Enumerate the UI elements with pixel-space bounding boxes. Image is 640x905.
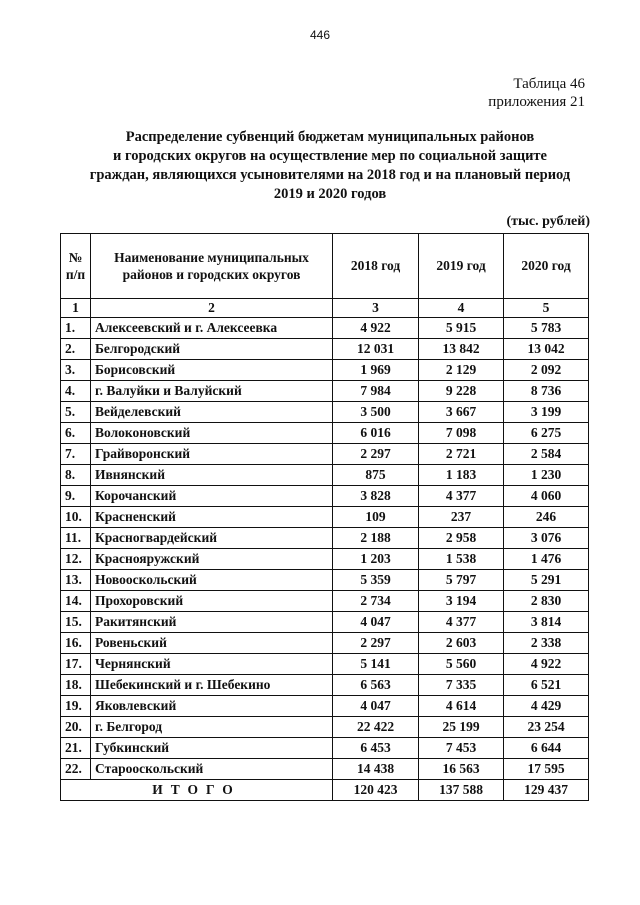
district-name: Алексеевский и г. Алексеевка	[91, 318, 333, 339]
value-2019: 1 183	[419, 465, 504, 486]
row-number: 15.	[61, 612, 91, 633]
value-2020: 3 814	[504, 612, 589, 633]
value-2019: 2 129	[419, 360, 504, 381]
district-name: Корочанский	[91, 486, 333, 507]
value-2019: 7 335	[419, 675, 504, 696]
table-row	[61, 486, 589, 507]
value-2018: 109	[333, 507, 419, 528]
header-num: № п/п	[61, 234, 91, 299]
row-number: 3.	[61, 360, 91, 381]
page-number: 446	[309, 28, 331, 42]
district-name: Белгородский	[91, 339, 333, 360]
column-number: 3	[333, 299, 419, 318]
district-name: г. Валуйки и Валуйский	[91, 381, 333, 402]
table-row	[61, 444, 589, 465]
table-body	[61, 318, 589, 780]
table-row	[61, 759, 589, 780]
value-2020: 17 595	[504, 759, 589, 780]
table-row	[61, 633, 589, 654]
value-2019: 4 377	[419, 486, 504, 507]
column-number: 2	[91, 299, 333, 318]
table-row	[61, 360, 589, 381]
value-2020: 23 254	[504, 717, 589, 738]
district-name: Ракитянский	[91, 612, 333, 633]
subsidy-table	[60, 233, 589, 801]
row-number: 12.	[61, 549, 91, 570]
row-number: 13.	[61, 570, 91, 591]
value-2019: 5 560	[419, 654, 504, 675]
value-2020: 3 199	[504, 402, 589, 423]
column-number: 4	[419, 299, 504, 318]
value-2020: 8 736	[504, 381, 589, 402]
district-name: Борисовский	[91, 360, 333, 381]
value-2018: 3 500	[333, 402, 419, 423]
row-number: 1.	[61, 318, 91, 339]
value-2020: 6 275	[504, 423, 589, 444]
value-2020: 13 042	[504, 339, 589, 360]
value-2020: 6 521	[504, 675, 589, 696]
district-name: Новооскольский	[91, 570, 333, 591]
table-row	[61, 402, 589, 423]
district-name: Красногвардейский	[91, 528, 333, 549]
table-row	[61, 318, 589, 339]
value-2019: 2 958	[419, 528, 504, 549]
value-2018: 2 734	[333, 591, 419, 612]
value-2020: 2 584	[504, 444, 589, 465]
units-label: (тыс. рублей)	[506, 214, 590, 229]
district-name: Вейделевский	[91, 402, 333, 423]
value-2020: 2 830	[504, 591, 589, 612]
row-number: 4.	[61, 381, 91, 402]
value-2018: 6 016	[333, 423, 419, 444]
table-row	[61, 654, 589, 675]
value-2020: 2 092	[504, 360, 589, 381]
value-2020: 6 644	[504, 738, 589, 759]
total-label: ИТОГО	[61, 780, 333, 801]
table-row	[61, 675, 589, 696]
table-row	[61, 591, 589, 612]
value-2019: 16 563	[419, 759, 504, 780]
title-line-1: Распределение субвенций бюджетам муниципальных районов	[125, 129, 535, 145]
district-name: Ровеньский	[91, 633, 333, 654]
total-2020: 129 437	[504, 780, 589, 801]
value-2018: 14 438	[333, 759, 419, 780]
row-number: 8.	[61, 465, 91, 486]
value-2020: 1 476	[504, 549, 589, 570]
value-2018: 1 203	[333, 549, 419, 570]
table-row	[61, 381, 589, 402]
table-header-row	[61, 234, 589, 299]
value-2020: 2 338	[504, 633, 589, 654]
value-2020: 4 060	[504, 486, 589, 507]
district-name: Ивнянский	[91, 465, 333, 486]
table-row	[61, 570, 589, 591]
value-2019: 5 915	[419, 318, 504, 339]
value-2018: 7 984	[333, 381, 419, 402]
value-2020: 3 076	[504, 528, 589, 549]
document-title	[80, 128, 580, 204]
district-name: Губкинский	[91, 738, 333, 759]
value-2018: 5 141	[333, 654, 419, 675]
total-2018: 120 423	[333, 780, 419, 801]
value-2018: 3 828	[333, 486, 419, 507]
table-row	[61, 696, 589, 717]
column-number: 5	[504, 299, 589, 318]
district-name: Старооскольский	[91, 759, 333, 780]
district-name: г. Белгород	[91, 717, 333, 738]
value-2019: 7 453	[419, 738, 504, 759]
row-number: 20.	[61, 717, 91, 738]
header-2020: 2020 год	[504, 234, 589, 299]
row-number: 16.	[61, 633, 91, 654]
value-2018: 875	[333, 465, 419, 486]
value-2019: 5 797	[419, 570, 504, 591]
row-number: 9.	[61, 486, 91, 507]
value-2020: 5 291	[504, 570, 589, 591]
value-2019: 1 538	[419, 549, 504, 570]
table-row	[61, 738, 589, 759]
district-name: Шебекинский и г. Шебекино	[91, 675, 333, 696]
table-row	[61, 507, 589, 528]
value-2018: 5 359	[333, 570, 419, 591]
value-2019: 4 614	[419, 696, 504, 717]
row-number: 22.	[61, 759, 91, 780]
value-2019: 3 194	[419, 591, 504, 612]
table-reference	[488, 75, 585, 111]
value-2019: 7 098	[419, 423, 504, 444]
value-2020: 246	[504, 507, 589, 528]
value-2019: 9 228	[419, 381, 504, 402]
value-2018: 2 297	[333, 444, 419, 465]
value-2019: 237	[419, 507, 504, 528]
total-2019: 137 588	[419, 780, 504, 801]
district-name: Прохоровский	[91, 591, 333, 612]
row-number: 19.	[61, 696, 91, 717]
header-2019: 2019 год	[419, 234, 504, 299]
value-2020: 5 783	[504, 318, 589, 339]
value-2020: 4 429	[504, 696, 589, 717]
row-number: 5.	[61, 402, 91, 423]
value-2018: 1 969	[333, 360, 419, 381]
row-number: 6.	[61, 423, 91, 444]
title-line-4: 2019 и 2020 годов	[273, 186, 387, 202]
value-2020: 4 922	[504, 654, 589, 675]
table-row	[61, 339, 589, 360]
value-2018: 2 297	[333, 633, 419, 654]
table-row	[61, 528, 589, 549]
title-line-3: граждан, являющихся усыновителями на 2018 год и на плановый период	[89, 167, 571, 183]
value-2018: 12 031	[333, 339, 419, 360]
table-row	[61, 717, 589, 738]
value-2018: 22 422	[333, 717, 419, 738]
district-name: Грайворонский	[91, 444, 333, 465]
row-number: 21.	[61, 738, 91, 759]
total-row	[61, 780, 589, 801]
table-reference-line1: Таблица 46	[513, 76, 585, 92]
header-name: Наименование муниципальных районов и городских округов	[91, 234, 333, 299]
district-name: Чернянский	[91, 654, 333, 675]
value-2019: 3 667	[419, 402, 504, 423]
title-line-2: и городских округов на осуществление мер по социальной защите	[113, 148, 547, 164]
district-name: Яковлевский	[91, 696, 333, 717]
value-2019: 4 377	[419, 612, 504, 633]
row-number: 2.	[61, 339, 91, 360]
header-2018: 2018 год	[333, 234, 419, 299]
table-row	[61, 465, 589, 486]
value-2019: 13 842	[419, 339, 504, 360]
table-reference-line2: приложения 21	[488, 94, 585, 110]
district-name: Красненский	[91, 507, 333, 528]
row-number: 11.	[61, 528, 91, 549]
table-row	[61, 612, 589, 633]
row-number: 7.	[61, 444, 91, 465]
table-row	[61, 423, 589, 444]
row-number: 10.	[61, 507, 91, 528]
value-2020: 1 230	[504, 465, 589, 486]
district-name: Краснояружский	[91, 549, 333, 570]
column-number-row	[61, 299, 589, 318]
row-number: 14.	[61, 591, 91, 612]
value-2019: 25 199	[419, 717, 504, 738]
value-2019: 2 721	[419, 444, 504, 465]
value-2018: 2 188	[333, 528, 419, 549]
value-2018: 4 047	[333, 696, 419, 717]
value-2018: 6 453	[333, 738, 419, 759]
value-2018: 6 563	[333, 675, 419, 696]
table-row	[61, 549, 589, 570]
value-2019: 2 603	[419, 633, 504, 654]
row-number: 18.	[61, 675, 91, 696]
district-name: Волоконовский	[91, 423, 333, 444]
column-number: 1	[61, 299, 91, 318]
row-number: 17.	[61, 654, 91, 675]
value-2018: 4 922	[333, 318, 419, 339]
value-2018: 4 047	[333, 612, 419, 633]
